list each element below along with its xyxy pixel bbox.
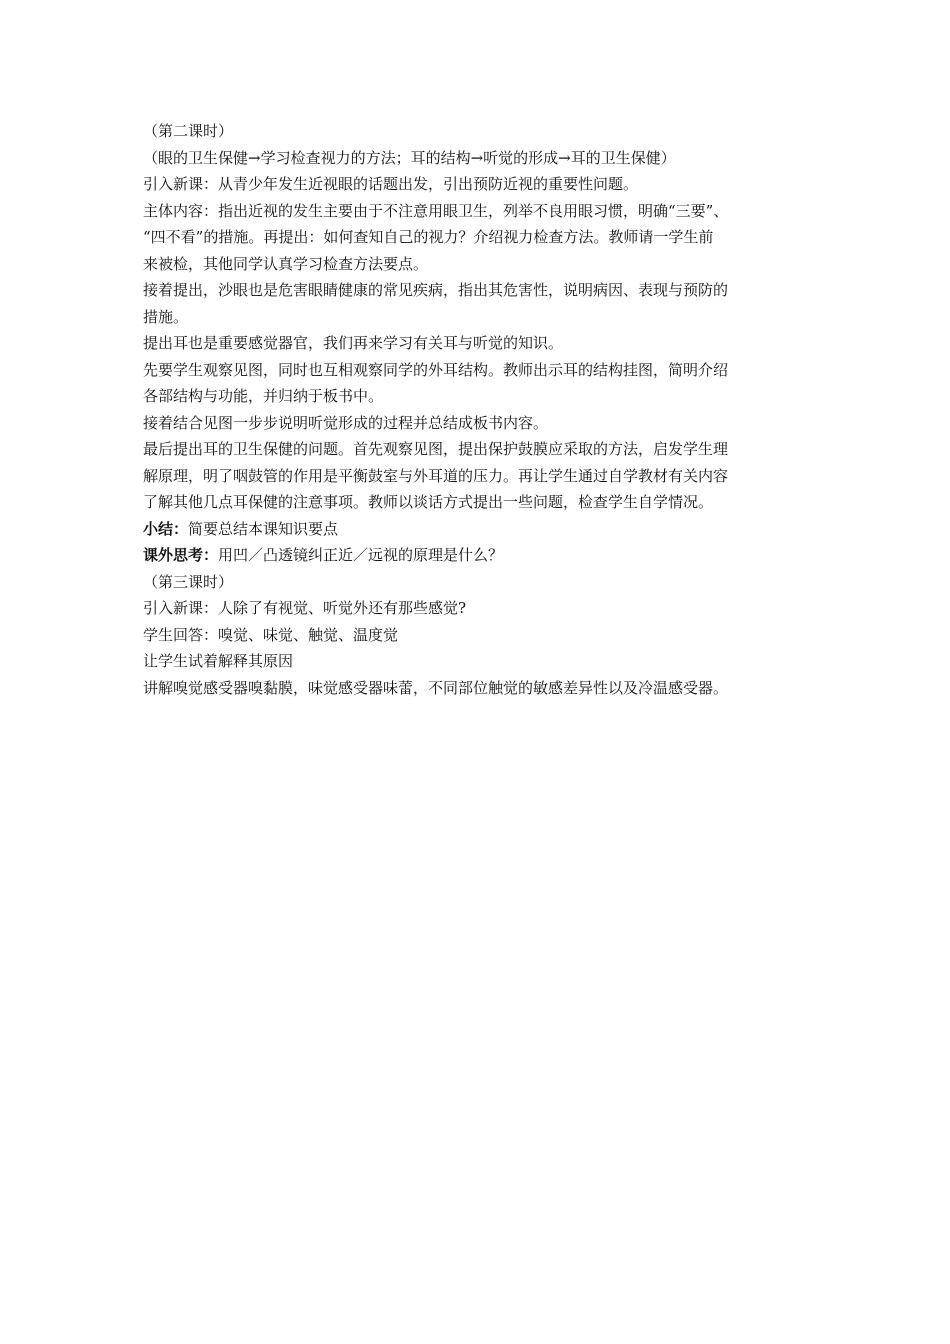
summary-line <box>143 516 813 543</box>
ear-intro-line: 提出耳也是重要感觉器官，我们再来学习有关耳与听觉的知识。 <box>143 334 564 352</box>
receptors-explanation-line: 讲解嗅觉感受器嗅黏膜，味觉感受器味蕾，不同部位触觉的敏感差异性以及冷温感受器。 <box>143 678 729 697</box>
explain-reason-line: 让学生试着解释其原因 <box>143 652 294 670</box>
main-content-line-3: 来被检，其他同学认真学习检查方法要点。 <box>143 254 429 273</box>
summary-text: 简要总结本课知识要点 <box>188 519 339 538</box>
extra-thinking-label: 课外思考： <box>143 546 219 564</box>
trachoma-line-2: 措施。 <box>143 307 189 326</box>
lesson-period-three-heading: （第三课时） <box>143 572 234 591</box>
ear-hygiene-line-2: 解原理，明了咽鼓管的作用是平衡鼓室与外耳道的压力。再让学生通过自学教材有关内容 <box>143 466 729 485</box>
main-content-line-1: 主体内容：指出近视的发生主要由于不注意用眼卫生，列举不良用眼习惯，明确“三要”、 <box>143 201 729 220</box>
ear-hygiene-line-3: 了解其他几点耳保健的注意事项。教师以谈话方式提出一些问题，检查学生自学情况。 <box>143 493 714 511</box>
senses-intro-line: 引入新课：人除了有视觉、听觉外还有那些感觉? <box>143 599 467 617</box>
extra-thinking-text: 用凹／凸透镜纠正近／远视的原理是什么？ <box>218 546 504 564</box>
student-answer-line: 学生回答：嗅觉、味觉、触觉、温度觉 <box>143 625 399 644</box>
ear-hygiene-line-1: 最后提出耳的卫生保健的问题。首先观察见图，提出保护鼓膜应采取的方法，启发学生理 <box>143 440 729 458</box>
hearing-formation-line: 接着结合见图一步步说明听觉形成的过程并总结成板书内容。 <box>143 413 549 432</box>
ear-structure-line-2: 各部结构与功能，并归纳于板书中。 <box>143 387 384 405</box>
lesson-period-two-heading: （第二课时） <box>143 122 234 140</box>
main-content-line-2: “四不看”的措施。再提出：如何查知自己的视力？介绍视力检查方法。教师请一学生前 <box>143 228 714 246</box>
intro-paragraph: 引入新课：从青少年发生近视眼的话题出发，引出预防近视的重要性问题。 <box>143 175 639 193</box>
lesson-plan-body <box>143 118 813 701</box>
lesson-topics-line: （眼的卫生保健→学习检查视力的方法；耳的结构→听觉的形成→耳的卫生保健） <box>143 148 676 167</box>
ear-structure-line-1: 先要学生观察见图，同时也互相观察同学的外耳结构。教师出示耳的结构挂图，简明介绍 <box>143 360 729 379</box>
extra-thinking-line <box>143 542 813 569</box>
summary-label: 小结： <box>143 519 189 538</box>
trachoma-line-1: 接着提出，沙眼也是危害眼睛健康的常见疾病，指出其危害性，说明病因、表现与预防的 <box>143 281 729 299</box>
